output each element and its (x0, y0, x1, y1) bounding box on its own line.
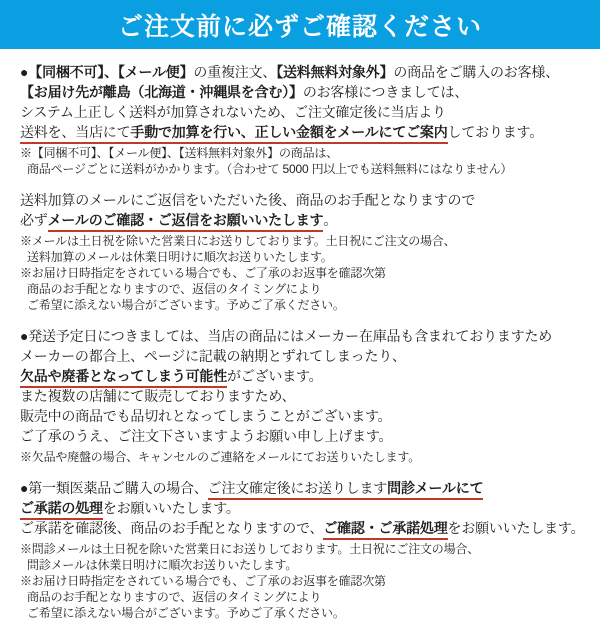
note-line (20, 573, 598, 589)
notice-section-shipping-date-stock-notice (20, 326, 598, 465)
note-line (20, 541, 598, 557)
text-segment: をお願いいたします。 (447, 520, 585, 536)
text-segment: ※お届け日時指定をされている場合でも、ご了承のお返事を確認次第 (20, 574, 386, 588)
text-segment: 販売中の商品でも品切れとなってしまうことがございます。 (20, 408, 392, 424)
text-line (20, 326, 598, 346)
text-line (20, 518, 598, 538)
text-line (20, 426, 598, 446)
text-segment: ご了承のうえ、ご注文下さいますようお願い申し上げます。 (20, 428, 393, 444)
text-segment: 手動で加算を行い、正しい金額をメールにてご案内 (130, 124, 447, 144)
note-line (20, 449, 598, 465)
text-segment: ご確認・ご承諾処理 (323, 520, 447, 540)
note-line (20, 161, 598, 177)
text-segment: 。 (323, 212, 338, 228)
text-line (20, 478, 598, 498)
text-segment: ※問診メールは土日祝を除いた営業日にお送りしております。土日祝にご注文の場合、 (20, 542, 480, 556)
text-line (20, 82, 598, 102)
text-segment: ご承諾を確認後、商品のお手配となりますので、 (20, 520, 324, 536)
text-segment: 送料加算のメールは休業日明けに順次お送りいたします。 (27, 250, 333, 264)
text-segment: 【送料無料対象外】 (276, 64, 394, 80)
text-line (20, 346, 598, 366)
text-line (20, 102, 598, 122)
text-line (20, 366, 598, 386)
text-segment: の商品をご購入のお客様、 (393, 64, 560, 80)
text-line (20, 498, 598, 518)
text-segment: ※メールは土日祝を除いた営業日にお送りしております。土日祝にご注文の場合、 (20, 234, 456, 248)
text-segment: がございます。 (227, 368, 323, 384)
text-segment: ご注文確定後にお送りします (208, 480, 387, 500)
text-line (20, 190, 598, 210)
text-segment: 欠品や廃番となってしまう可能性 (20, 368, 227, 388)
text-segment: また複数の店舗にて販売しておりますため、 (20, 388, 296, 404)
notice-body (0, 49, 600, 621)
note-line (20, 297, 598, 313)
text-segment: 商品のお手配となりますので、返信のタイミングにより (27, 590, 322, 604)
text-segment: ●第一類医薬品ご購入の場合、 (20, 480, 208, 496)
text-segment: ※【同梱不可】、【メール便】、【送料無料対象外】の商品は、 (20, 146, 338, 160)
note-line (20, 233, 598, 249)
note-line (20, 249, 598, 265)
text-segment: をお願いいたします。 (102, 500, 240, 516)
text-line (20, 406, 598, 426)
banner-title: ご注文前に必ずご確認ください (117, 12, 482, 41)
text-line (20, 62, 598, 82)
note-line (20, 557, 598, 573)
text-segment: メーカーの都合上、ページに記載の納期とずれてしまったり、 (20, 348, 406, 364)
text-segment: のお客様につきましては、 (302, 84, 469, 100)
text-segment: 必ず (20, 212, 48, 228)
note-line (20, 145, 598, 161)
text-segment: ※お届け日時指定をされている場合でも、ご了承のお返事を確認次第 (20, 266, 386, 280)
text-line (20, 210, 598, 230)
text-segment: システム上正しく送料が加算されないため、ご注文確定後に当店より (20, 104, 446, 120)
text-segment: ご承諾の処理 (20, 500, 103, 520)
text-segment: の重複注文、 (193, 64, 277, 80)
note-line (20, 265, 598, 281)
note-line (20, 605, 598, 621)
notice-banner (0, 0, 600, 49)
text-segment: 【同梱不可】、【メール便】 (28, 64, 194, 80)
notice-section-mail-reply-request-notice (20, 190, 598, 313)
text-segment: 商品ページごとに送料がかかります。（合わせて 5000 円以上でも送料無料にはなりません） (27, 162, 513, 176)
text-segment: しております。 (447, 124, 544, 140)
text-segment: 問診メールは休業日明けに順次お送りいたします。 (27, 558, 298, 572)
text-segment: 商品のお手配となりますので、返信のタイミングにより (27, 282, 322, 296)
notice-section-shipping-fee-manual-add-notice (20, 62, 598, 177)
text-segment: ※欠品や廃盤の場合、キャンセルのご連絡をメールにてお送りいたします。 (20, 450, 421, 464)
text-segment: 送料加算のメールにご返信をいただいた後、商品のお手配となりますので (20, 192, 476, 208)
text-segment: 【お届け先が離島（北海道・沖縄県を含む）】 (20, 84, 303, 100)
text-segment: ●発送予定日につきましては、当店の商品にはメーカー在庫品も含まれておりますため (20, 328, 553, 344)
text-segment: 送料を、当店にて (20, 124, 130, 144)
note-line (20, 589, 598, 605)
text-segment: 問診メールにて (387, 480, 483, 500)
text-segment: メールのご確認・ご返信をお願いいたします (48, 212, 324, 232)
text-segment: ● (20, 64, 29, 80)
text-line (20, 386, 598, 406)
note-line (20, 281, 598, 297)
text-line (20, 122, 598, 142)
text-segment: ご希望に添えない場合がございます。予めご了承ください。 (27, 606, 345, 620)
text-segment: ご希望に添えない場合がございます。予めご了承ください。 (27, 298, 345, 312)
